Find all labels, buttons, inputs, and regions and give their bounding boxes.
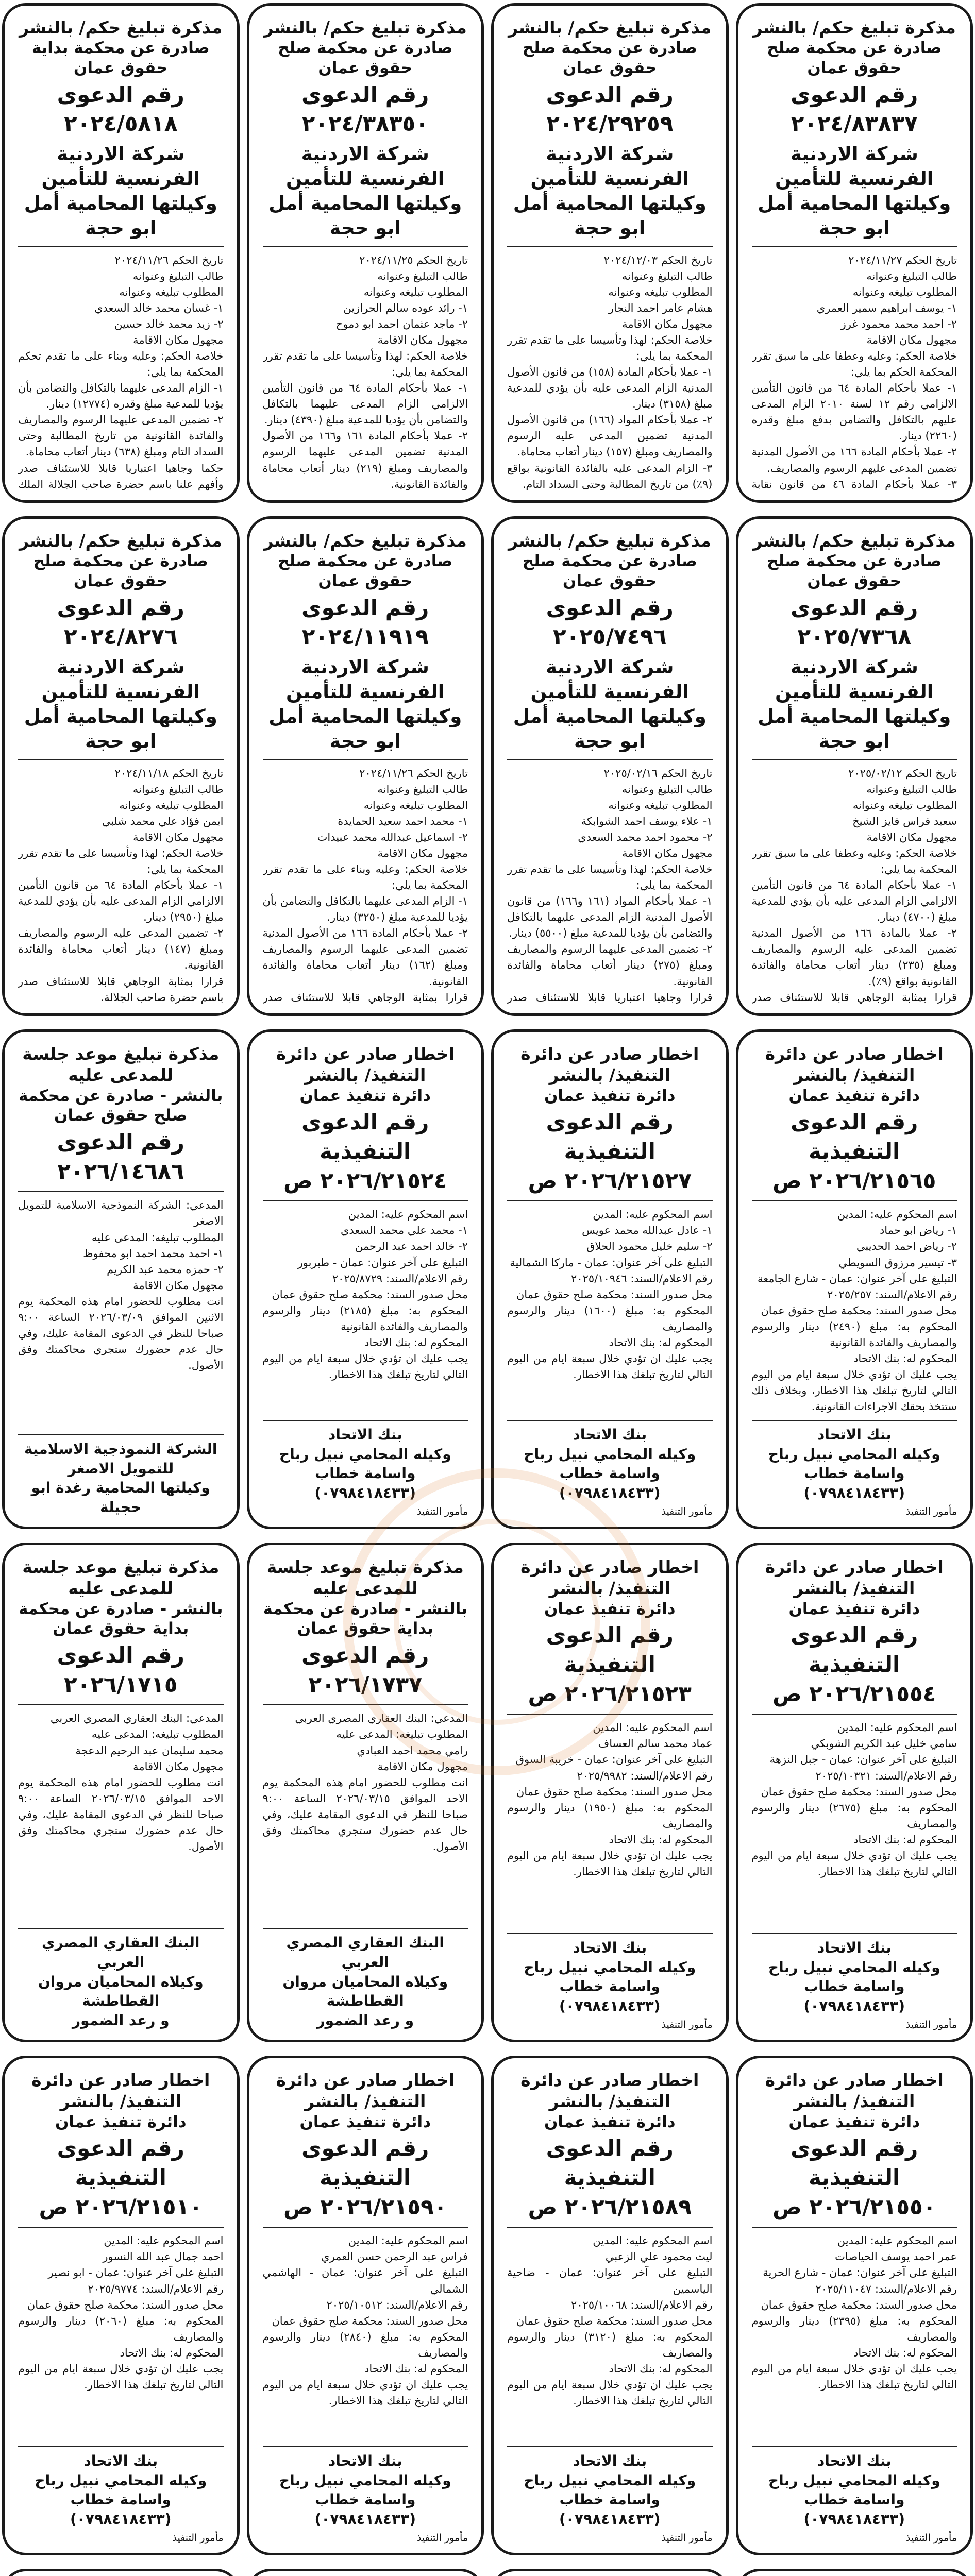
notice-case-number: رقم الدعوى ٢٠٢٤/٨٣٨٣٧ [791, 81, 918, 137]
notice-case-number: رقم الدعوى التنفيذية ٢٠٢٦/٢١٥٢٤ ص [283, 1109, 447, 1193]
notice-footer: بنك الاتحاد وكيله المحامي نبيل رباح واسامة خطاب (٠٧٩٨٤١٨٤٣٣) [263, 2446, 468, 2529]
notice-title: اخطار صادر عن دائرة التنفيذ/ بالنشر [520, 1557, 699, 1599]
notice-header [18, 1556, 224, 1705]
notice-header [18, 530, 224, 760]
notice-header [263, 530, 468, 760]
notice-title: مذكرة تبليغ موعد جلسة للمدعى عليه [22, 1044, 220, 1086]
notice-case-number: رقم الدعوى التنفيذية ٢٠٢٦/٢١٥٩٠ ص [283, 2136, 447, 2219]
notice-header [507, 2070, 713, 2228]
notice-body: تاريخ الحكم ٢٠٢٥/٠٢/١٦ طالب التبليغ وعنوانه المطلوب تبليغه وعنوانه ١- علاء يوسف احمد الشوابكة ٢- محمود احمد محمد السعدي مجهول مكان الاقامة خلاصة الحكم: لهذا وتأسيسا على ما تقدم تقرر المحكمة بما يلي: ١- عملا بأحكام المواد (١٦١ و١٦٦) من قانون الأصول المدنية الزام المدعى عليهما بالتكافل والتضامن بأن يؤديا للمدعية مبلغ (٥٥٠٠) دينار. ٢- تضمين المدعى عليهما الرسوم والمصاريف ومبلغ (٢٧٥) دينار أتعاب محاماة والفائدة القانونية. قرارا وجاهيا اعتباريا قابلا للاستئناف صدر [507, 767, 713, 1004]
notice-court: دائرة تنفيذ عمان [55, 2112, 187, 2131]
notice-signature: مأمور التنفيذ [905, 2532, 957, 2544]
notice-party: شركة الاردنية الفرنسية للتأمين وكيلتها المحامية أمل ابو حجة [24, 143, 217, 240]
notice-card [2, 3, 240, 503]
notice-court: صادرة عن محكمة صلح حقوق عمان [522, 39, 697, 77]
notice-card [736, 1543, 973, 2042]
notice-card [491, 3, 729, 503]
notice-court: صادرة عن محكمة صلح حقوق عمان [33, 552, 208, 590]
notice-court: صادرة عن محكمة بداية حقوق عمان [31, 39, 210, 77]
notice-court: دائرة تنفيذ عمان [788, 2112, 920, 2131]
notice-title: مذكرة تبليغ حكم/ بالنشر [263, 18, 467, 38]
notice-card [2, 2056, 240, 2555]
notice-title: مذكرة تبليغ موعد جلسة للمدعى عليه [266, 1557, 464, 1599]
notice-body: اسم المحكوم عليه: المدين سامي خليل عبد الكريم الشوبكي التبليغ على آخر عنوان: عمان - جبل النزهة رقم الاعلام/السند: ٢٠٢٥/١٠٣٢١ محل صدور السند: محكمة صلح حقوق عمان المحكوم به: مبلغ (٢٦٧٥) دينار والرسوم والمصاريف المحكوم له: بنك الاتحاد يجب عليك ان تؤدي خلال سبعة ايام من اليوم التالي لتاريخ تبلغك هذا الاخطار. [751, 1721, 957, 1878]
notice-card [2, 516, 240, 1016]
notice-body: تاريخ الحكم ٢٠٢٤/١١/٢٥ طالب التبليغ وعنوانه المطلوب تبليغه وعنوانه ١- رائد عوده سالم الحرازين ٢- ماجد عثمان احمد ابو دموح مجهول مكان الاقامة خلاصة الحكم: لهذا وتأسيسا على ما تقدم تقرر المحكمة بما يلي: ١- عملا بأحكام المادة ٦٤ من قانون التأمين الالزامي الزام المدعى عليهما بالتكافل والتضامن بأن يؤديا للمدعية مبلغ (٤٣٩٠) دينار. ٢- عملا بأحكام المادة ١٦١ و١٦٦ من الأصول المدنية تضمين المدعى عليهما الرسوم والمصاريف ومبلغ (٢١٩) دينار أتعاب محاماة والفائدة القانونية. [262, 253, 468, 490]
notice-body: المدعي: البنك العقاري المصري العربي المطلوب تبليغه: المدعى عليه رامي محمد احمد العبادي مجهول مكان الاقامة انت مطلوب للحضور امام هذه المحكمة يوم الاحد الموافق ٢٠٢٦/٠٣/١٥ الساعة ٩:٠٠ صباحا للنظر في الدعوى المقامة عليك، وفي حال عدم حضورك ستجري محاكمتك وفق الأصول. [262, 1712, 468, 1853]
notice-party: شركة الاردنية الفرنسية للتأمين وكيلتها المحامية أمل ابو حجة [758, 143, 951, 240]
notice-header [507, 1556, 713, 1715]
notice-body: تاريخ الحكم ٢٠٢٤/١٢/٠٣ طالب التبليغ وعنوانه المطلوب تبليغه وعنوانه هشام عامر احمد النجار مجهول مكان الاقامة خلاصة الحكم: لهذا وتأسيسا على ما تقدم تقرر المحكمة بما يلي: ١- عملا بأحكام المادة (١٥٨) من قانون الأصول المدنية الزام المدعى عليه بأن يؤدي للمدعية مبلغ (٣١٥٨) دينار. ٢- عملا بأحكام المواد (١٦٦) من قانون الأصول المدنية تضمين المدعى عليه الرسوم والمصاريف ومبلغ (١٥٧) دينار أتعاب محاماة. ٣- الزام المدعى عليه بالفائدة القانونية بواقع (٩٪) من تاريخ المطالبة وحتى السداد التام. [507, 253, 713, 490]
notice-court: دائرة تنفيذ عمان [299, 1086, 431, 1105]
notice-signature: مأمور التنفيذ [905, 2019, 957, 2030]
notice-header [18, 1043, 224, 1192]
notice-court: صادرة عن محكمة صلح حقوق عمان [522, 552, 697, 590]
notice-case-number: رقم الدعوى التنفيذية ٢٠٢٦/٢١٥٢٣ ص [528, 1622, 692, 1706]
notice-party: شركة الاردنية الفرنسية للتأمين وكيلتها المحامية أمل ابو حجة [758, 656, 951, 753]
notice-title: مذكرة تبليغ حكم/ بالنشر [752, 531, 956, 551]
notice-body: اسم المحكوم عليه: المدين احمد جمال عبد الله النسور التبليغ على آخر عنوان: عمان - ابو نصير رقم الاعلام/السند: ٢٠٢٥/٩٧٧٤ محل صدور السند: محكمة صلح حقوق عمان المحكوم به: مبلغ (٢٠٦٠) دينار والرسوم والمصاريف المحكوم له: بنك الاتحاد يجب عليك ان تؤدي خلال سبعة ايام من اليوم التالي لتاريخ تبلغك هذا الاخطار. [18, 2234, 224, 2392]
notice-signature: مأمور التنفيذ [416, 2532, 468, 2544]
notice-card [2, 1543, 240, 2042]
notice-case-number: رقم الدعوى التنفيذية ٢٠٢٦/٢١٥٦٥ ص [772, 1109, 936, 1193]
notice-party: شركة الاردنية الفرنسية للتأمين وكيلتها المحامية أمل ابو حجة [513, 143, 707, 240]
notice-header [507, 17, 713, 247]
notice-party: شركة الاردنية الفرنسية للتأمين وكيلتها المحامية أمل ابو حجة [268, 143, 462, 240]
notice-header [18, 2070, 224, 2228]
notice-case-number: رقم الدعوى ٢٠٢٦/١٧٣٧ [301, 1642, 429, 1697]
notice-case-number: رقم الدعوى التنفيذية ٢٠٢٦/٢١٥٨٩ ص [528, 2136, 692, 2219]
notice-court: صادرة عن محكمة صلح حقوق عمان [278, 552, 453, 590]
notice-footer: بنك الاتحاد وكيله المحامي نبيل رباح واسامة خطاب (٠٧٩٨٤١٨٤٣٣) [18, 2446, 224, 2529]
notice-signature: مأمور التنفيذ [905, 1506, 957, 1517]
notice-header [263, 1043, 468, 1201]
notice-case-number: رقم الدعوى التنفيذية ٢٠٢٦/٢١٥٥٠ ص [772, 2136, 936, 2219]
notice-card [491, 2569, 729, 2576]
notice-party: شركة الاردنية الفرنسية للتأمين وكيلتها المحامية أمل ابو حجة [24, 656, 217, 753]
notice-card [491, 2056, 729, 2555]
notice-court: دائرة تنفيذ عمان [544, 1086, 676, 1105]
notice-footer: بنك الاتحاد وكيله المحامي نبيل رباح واسامة خطاب (٠٧٩٨٤١٨٤٣٣) [507, 1933, 713, 2016]
notice-header [18, 17, 224, 247]
notice-card [247, 2056, 484, 2555]
notice-title: مذكرة تبليغ حكم/ بالنشر [19, 18, 223, 38]
notice-card [247, 2569, 484, 2576]
notice-court: صادرة عن محكمة صلح حقوق عمان [278, 39, 453, 77]
notice-title: اخطار صادر عن دائرة التنفيذ/ بالنشر [765, 1044, 944, 1086]
notice-court: دائرة تنفيذ عمان [788, 1086, 920, 1105]
notice-footer: الشركة النموذجية الاسلامية للتمويل الاصغر وكيلتها المحامية رغدة ابو حجيلة [18, 1434, 224, 1517]
notice-case-number: رقم الدعوى ٢٠٢٥/٧٤٩٦ [546, 595, 674, 650]
notice-signature: مأمور التنفيذ [661, 2019, 713, 2030]
notice-case-number: رقم الدعوى ٢٠٢٦/١٧١٥ [57, 1642, 184, 1697]
notice-card [247, 3, 484, 503]
notice-title: اخطار صادر عن دائرة التنفيذ/ بالنشر [765, 1557, 944, 1599]
notice-case-number: رقم الدعوى التنفيذية ٢٠٢٦/٢١٥٢٧ ص [528, 1109, 692, 1193]
notice-header [263, 17, 468, 247]
notice-title: اخطار صادر عن دائرة التنفيذ/ بالنشر [520, 1044, 699, 1086]
notice-card [736, 516, 973, 1016]
notice-body: المدعي: الشركة النموذجية الاسلامية للتمويل الاصغر المطلوب تبليغه: المدعى عليه ١- احمد محمد احمد ابو محفوظ ٢- حمزه محمد عبد الكريم مجهول مكان الاقامة انت مطلوب للحضور امام هذه المحكمة يوم الاثنين الموافق ٢٠٢٦/٠٣/٠٩ الساعة ٩:٠٠ صباحا للنظر في الدعوى المقامة عليك، وفي حال عدم حضورك ستجري محاكمتك وفق الأصول. [18, 1199, 224, 1372]
notice-header [752, 1043, 957, 1201]
notice-header [263, 2070, 468, 2228]
notice-card [736, 2569, 973, 2576]
notice-case-number: رقم الدعوى ٢٠٢٦/١٤٦٨٦ [57, 1129, 184, 1184]
notice-title: مذكرة تبليغ حكم/ بالنشر [508, 531, 712, 551]
notice-footer: البنك العقاري المصري العربي وكيلاه المحاميان مروان القطاطشة و رعد الضمور [263, 1928, 468, 2030]
notice-signature: مأمور التنفيذ [661, 1506, 713, 1517]
notice-footer: بنك الاتحاد وكيله المحامي نبيل رباح واسامة خطاب (٠٧٩٨٤١٨٤٣٣) [263, 1420, 468, 1503]
notice-case-number: رقم الدعوى ٢٠٢٤/٨٢٧٦ [57, 595, 184, 650]
notice-court: بالنشر - صادرة عن محكمة بداية حقوق عمان [19, 1599, 223, 1638]
notice-body: تاريخ الحكم ٢٠٢٤/١١/٢٧ طالب التبليغ وعنوانه المطلوب تبليغه وعنوانه ١- يوسف ابراهيم سمير العمري ٢- احمد محمد محمود غرز مجهول مكان الاقامة خلاصة الحكم: وعليه وعطفا على ما سبق تقرر المحكمة الحكم بما يلي: ١- عملا بأحكام المادة ٦٤ من قانون التأمين الالزامي رقم ١٢ لسنة ٢٠١٠ الزام المدعى عليهم بالتكافل والتضامن بدفع مبلغ وقدره (٢٢٦٠) دينار. ٢- عملا بأحكام المادة ١٦٦ من الأصول المدنية تضمين المدعى عليهم الرسوم والمصاريف. ٣- عملا بأحكام المادة ٤٦ من قانون نقابة [751, 253, 957, 490]
notice-body: المدعي: البنك العقاري المصري العربي المطلوب تبليغه: المدعى عليه محمد سليمان عبد الرحيم الدعجة مجهول مكان الاقامة انت مطلوب للحضور امام هذه المحكمة يوم الاحد الموافق ٢٠٢٦/٠٣/١٥ الساعة ٩:٠٠ صباحا للنظر في الدعوى المقامة عليك، وفي حال عدم حضورك ستجري محاكمتك وفق الأصول. [18, 1712, 224, 1853]
notice-title: مذكرة تبليغ حكم/ بالنشر [263, 531, 467, 551]
notice-card [247, 1543, 484, 2042]
notice-signature: مأمور التنفيذ [661, 2532, 713, 2544]
notice-title: مذكرة تبليغ حكم/ بالنشر [752, 18, 956, 38]
notice-party: شركة الاردنية الفرنسية للتأمين وكيلتها المحامية أمل ابو حجة [268, 656, 462, 753]
notice-header [752, 2070, 957, 2228]
notice-card [491, 516, 729, 1016]
notice-card [247, 1029, 484, 1529]
notice-body: اسم المحكوم عليه: المدين ليث محمود علي الزعبي التبليغ على آخر عنوان: عمان - ضاحية الياسمين رقم الاعلام/السند: ٢٠٢٥/١٠٠٦٨ محل صدور السند: محكمة صلح حقوق عمان المحكوم به: مبلغ (٣١٢٠) دينار والرسوم والمصاريف المحكوم له: بنك الاتحاد يجب عليك ان تؤدي خلال سبعة ايام من اليوم التالي لتاريخ تبلغك هذا الاخطار. [507, 2234, 713, 2408]
notice-title: اخطار صادر عن دائرة التنفيذ/ بالنشر [765, 2070, 944, 2112]
notice-footer: البنك العقاري المصري العربي وكيلاه المحاميان مروان القطاطشة و رعد الضمور [18, 1928, 224, 2030]
notice-body: اسم المحكوم عليه: المدين ١- محمد علي محمد السعدي ٢- خالد احمد عبد الرحمن التبليغ على آخر عنوان: عمان - طبربور رقم الاعلام/السند: ٢٠٢٥/٨٧٢٩ محل صدور السند: محكمة صلح حقوق عمان المحكوم به: مبلغ (٢١٨٥) دينار والرسوم والمصاريف والفائدة القانونية المحكوم له: بنك الاتحاد يجب عليك ان تؤدي خلال سبعة ايام من اليوم التالي لتاريخ تبلغك هذا الاخطار. [262, 1208, 468, 1381]
notice-court: دائرة تنفيذ عمان [299, 2112, 431, 2131]
notice-case-number: رقم الدعوى ٢٠٢٤/٢٩٢٥٩ [546, 81, 674, 137]
notices-grid [2, 3, 973, 2576]
notice-case-number: رقم الدعوى التنفيذية ٢٠٢٦/٢١٥٥٤ ص [772, 1622, 936, 1706]
notice-body: اسم المحكوم عليه: المدين ١- عادل عبدالله محمد عويس ٢- سليم خليل محمود الحلاق التبليغ على آخر عنوان: عمان - ماركا الشمالية رقم الاعلام/السند: ٢٠٢٥/١٠٩٤٦ محل صدور السند: محكمة صلح حقوق عمان المحكوم به: مبلغ (١٦٠٠) دينار والرسوم والمصاريف المحكوم له: بنك الاتحاد يجب عليك ان تؤدي خلال سبعة ايام من اليوم التالي لتاريخ تبلغك هذا الاخطار. [507, 1208, 713, 1381]
notice-header [507, 530, 713, 760]
notice-card [491, 1029, 729, 1529]
notice-title: اخطار صادر عن دائرة التنفيذ/ بالنشر [520, 2070, 699, 2112]
notice-footer: بنك الاتحاد وكيله المحامي نبيل رباح واسامة خطاب (٠٧٩٨٤١٨٤٣٣) [507, 2446, 713, 2529]
notice-court: دائرة تنفيذ عمان [544, 1599, 676, 1618]
notice-card [736, 1029, 973, 1529]
notice-body: تاريخ الحكم ٢٠٢٤/١١/١٨ طالب التبليغ وعنوانه المطلوب تبليغه وعنوانه ايمن فؤاد علي محمد شلبي مجهول مكان الاقامة خلاصة الحكم: لهذا وتأسيسا على ما تقدم تقرر المحكمة بما يلي: ١- عملا بأحكام المادة ٦٤ من قانون التأمين الالزامي الزام المدعى عليه بأن يؤدي للمدعية مبلغ (٢٩٥٠) دينار. ٢- تضمين المدعى عليه الرسوم والمصاريف ومبلغ (١٤٧) دينار أتعاب محاماة والفائدة القانونية. قرارا بمثابة الوجاهي قابلا للاستئناف صدر باسم حضرة صاحب الجلالة. [18, 767, 224, 1004]
notice-title: مذكرة تبليغ حكم/ بالنشر [19, 531, 223, 551]
notice-header [752, 17, 957, 247]
notice-body: تاريخ الحكم ٢٠٢٤/١١/٢٦ طالب التبليغ وعنوانه المطلوب تبليغه وعنوانه ١- محمد احمد سعيد الحمايدة ٢- اسماعيل عبدالله محمد عبيدات مجهول مكان الاقامة خلاصة الحكم: وعليه وبناء على ما تقدم تقرر المحكمة بما يلي: ١- الزام المدعى عليهما بالتكافل والتضامن بأن يؤديا للمدعية مبلغ (٣٢٥٠) دينار. ٢- عملا بأحكام المادة ١٦٦ من الأصول المدنية تضمين المدعى عليهما الرسوم والمصاريف ومبلغ (١٦٢) دينار أتعاب محاماة والفائدة القانونية. قرارا بمثابة الوجاهي قابلا للاستئناف صدر [262, 767, 468, 1004]
notice-case-number: رقم الدعوى التنفيذية ٢٠٢٦/٢١٥١٠ ص [39, 2136, 203, 2219]
notice-court: بالنشر - صادرة عن محكمة بداية حقوق عمان [263, 1599, 467, 1638]
notice-card [736, 2056, 973, 2555]
notice-case-number: رقم الدعوى ٢٠٢٤/٥٨١٨ [57, 81, 184, 137]
notice-title: اخطار صادر عن دائرة التنفيذ/ بالنشر [276, 2070, 455, 2112]
notice-card [2, 2569, 240, 2576]
notice-header [752, 530, 957, 760]
notice-footer: بنك الاتحاد وكيله المحامي نبيل رباح واسامة خطاب (٠٧٩٨٤١٨٤٣٣) [507, 1420, 713, 1503]
notice-footer: بنك الاتحاد وكيله المحامي نبيل رباح واسامة خطاب (٠٧٩٨٤١٨٤٣٣) [752, 1933, 957, 2016]
notice-court: دائرة تنفيذ عمان [544, 2112, 676, 2131]
notice-court: صادرة عن محكمة صلح حقوق عمان [767, 552, 942, 590]
notice-card [736, 3, 973, 503]
notice-header [507, 1043, 713, 1201]
notice-title: اخطار صادر عن دائرة التنفيذ/ بالنشر [276, 1044, 455, 1086]
notice-title: مذكرة تبليغ حكم/ بالنشر [508, 18, 712, 38]
notice-case-number: رقم الدعوى ٢٠٢٤/١١٩١٩ [301, 595, 429, 650]
notice-card [247, 516, 484, 1016]
notice-court: دائرة تنفيذ عمان [788, 1599, 920, 1618]
notice-court: بالنشر - صادرة عن محكمة صلح حقوق عمان [19, 1086, 223, 1125]
notice-header [752, 1556, 957, 1715]
notice-footer: بنك الاتحاد وكيله المحامي نبيل رباح واسامة خطاب (٠٧٩٨٤١٨٤٣٣) [752, 1420, 957, 1503]
notice-signature: مأمور التنفيذ [172, 2532, 224, 2544]
notice-title: مذكرة تبليغ موعد جلسة للمدعى عليه [22, 1557, 220, 1599]
notice-body: تاريخ الحكم ٢٠٢٤/١١/٢٦ طالب التبليغ وعنوانه المطلوب تبليغه وعنوانه ١- غسان محمد خالد السعدي ٢- زيد محمد خالد حسين مجهول مكان الاقامة خلاصة الحكم: وعليه وبناء على ما تقدم تحكم المحكمة بما يلي: ١- الزام المدعى عليهما بالتكافل والتضامن بأن يؤديا للمدعية مبلغ وقدره (١٢٧٧٤) دينار. ٢- تضمين المدعى عليهما الرسوم والمصاريف والفائدة القانونية من تاريخ المطالبة وحتى السداد التام ومبلغ (٦٣٨) دينار أتعاب محاماة. حكما وجاهيا اعتباريا قابلا للاستئناف صدر وأفهم علنا باسم حضرة صاحب الجلالة الملك [18, 253, 224, 490]
notice-footer: بنك الاتحاد وكيله المحامي نبيل رباح واسامة خطاب (٠٧٩٨٤١٨٤٣٣) [752, 2446, 957, 2529]
notice-body: اسم المحكوم عليه: المدين ١- رياض ابو حماد ٢- رياض احمد الحديبي ٣- تيسير مرزوق السويطي التبليغ على آخر عنوان: عمان - شارع الجامعة رقم الاعلام/السند: ٢٠٢٥/٢٥٧ محل صدور السند: محكمة صلح حقوق عمان المحكوم به: مبلغ (٢٤٩٠) دينار والرسوم والمصاريف والفائدة القانونية المحكوم له: بنك الاتحاد يجب عليك ان تؤدي خلال سبعة ايام من اليوم التالي لتاريخ تبلغك هذا الاخطار، وبخلاف ذلك ستتخذ بحقك الاجراءات القانونية. [751, 1208, 957, 1413]
notice-body: اسم المحكوم عليه: المدين عمر احمد يوسف الحياصات التبليغ على آخر عنوان: عمان - شارع الحرية رقم الاعلام/السند: ٢٠٢٥/١١٠٤٧ محل صدور السند: محكمة صلح حقوق عمان المحكوم به: مبلغ (٢٣٩٥) دينار والرسوم والمصاريف المحكوم له: بنك الاتحاد يجب عليك ان تؤدي خلال سبعة ايام من اليوم التالي لتاريخ تبلغك هذا الاخطار. [751, 2234, 957, 2392]
notice-header [263, 1556, 468, 1705]
notice-title: اخطار صادر عن دائرة التنفيذ/ بالنشر [31, 2070, 210, 2112]
notice-body: اسم المحكوم عليه: المدين فراس عبد الرحمن حسن العمري التبليغ على آخر عنوان: عمان - الهاشمي الشمالي رقم الاعلام/السند: ٢٠٢٥/١٠٥١٢ محل صدور السند: محكمة صلح حقوق عمان المحكوم به: مبلغ (٢٨٤٠) دينار والرسوم والمصاريف المحكوم له: بنك الاتحاد يجب عليك ان تؤدي خلال سبعة ايام من اليوم التالي لتاريخ تبلغك هذا الاخطار. [262, 2234, 468, 2408]
notice-card [491, 1543, 729, 2042]
notice-body: تاريخ الحكم ٢٠٢٥/٠٢/١٢ طالب التبليغ وعنوانه المطلوب تبليغه وعنوانه سعيد فراس فايز الشيخ مجهول مكان الاقامة خلاصة الحكم: وعليه وعطفا على ما سبق تقرر المحكمة بما يلي: ١- عملا بأحكام المادة ٦٤ من قانون التأمين الالزامي الزام المدعى عليه بأن يؤدي للمدعية مبلغ (٤٧٠٠) دينار. ٢- عملا بالمادة ١٦٦ من الأصول المدنية تضمين المدعى عليه الرسوم والمصاريف ومبلغ (٢٣٥) دينار أتعاب محاماة والفائدة القانونية بواقع (٩٪). قرارا بمثابة الوجاهي قابلا للاستئناف صدر [751, 767, 957, 1004]
notice-court: صادرة عن محكمة صلح حقوق عمان [767, 39, 942, 77]
notice-case-number: رقم الدعوى ٢٠٢٥/٧٣٦٨ [791, 595, 918, 650]
notice-signature: مأمور التنفيذ [416, 1506, 468, 1517]
notice-card [2, 1029, 240, 1529]
notice-body: اسم المحكوم عليه: المدين عماد محمد سالم العساف التبليغ على آخر عنوان: عمان - خريبة السوق رقم الاعلام/السند: ٢٠٢٥/٩٩٨٢ محل صدور السند: محكمة صلح حقوق عمان المحكوم به: مبلغ (١٩٥٠) دينار والرسوم والمصاريف المحكوم له: بنك الاتحاد يجب عليك ان تؤدي خلال سبعة ايام من اليوم التالي لتاريخ تبلغك هذا الاخطار. [507, 1721, 713, 1878]
notice-party: شركة الاردنية الفرنسية للتأمين وكيلتها المحامية أمل ابو حجة [513, 656, 707, 753]
notice-case-number: رقم الدعوى ٢٠٢٤/٣٨٣٥٠ [301, 81, 429, 137]
